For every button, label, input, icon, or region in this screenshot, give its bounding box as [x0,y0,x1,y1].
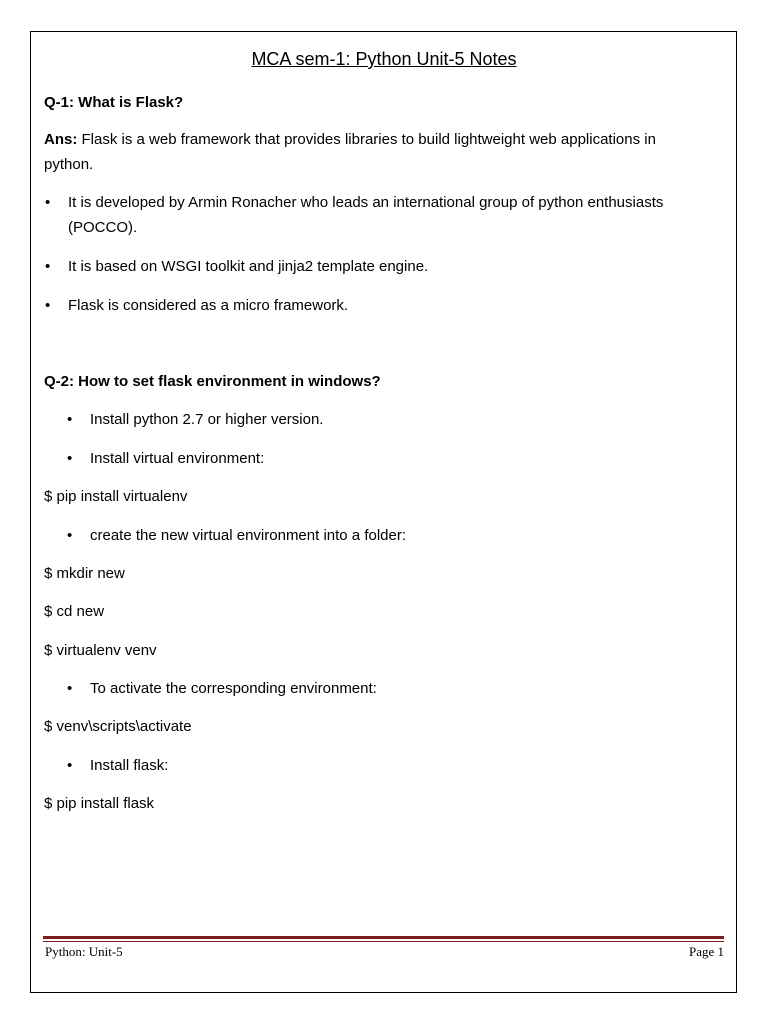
page-number: Page 1 [688,944,724,959]
command-mkdir: $ mkdir new [44,565,125,582]
q1-bullet-2: It is based on WSGI toolkit and jinja2 template engine. [68,258,429,275]
q1-bullet-3: Flask is considered as a micro framework. [68,297,349,314]
page-border [30,31,737,993]
answer-label: Ans: [44,131,78,148]
bullet-marker: • [45,194,51,211]
bullet-marker: • [45,258,51,275]
answer-1-line-1 [44,128,656,152]
command-pip-flask: $ pip install flask [44,795,155,812]
command-activate: $ venv\scripts\activate [44,718,192,735]
bullet-marker: • [67,450,73,467]
bullet-marker: • [45,297,51,314]
bullet-marker: • [67,680,73,697]
bullet-marker: • [67,527,73,544]
bullet-marker: • [67,757,73,774]
q1-bullet-1-line-2: (POCCO). [68,219,138,236]
command-virtualenv: $ virtualenv venv [44,642,157,659]
answer-1-text: Flask is a web framework that provides libraries to build lightweight web applications in [77,131,656,148]
answer-1-line-2: python. [44,156,94,173]
command-pip-virtualenv: $ pip install virtualenv [44,488,188,505]
q2-step-install-python: Install python 2.7 or higher version. [90,411,324,428]
q1-bullet-1-line-1: It is developed by Armin Ronacher who leads an international group of python enthusiasts [68,194,664,211]
question-2: Q-2: How to set flask environment in windows? [44,373,381,390]
question-1: Q-1: What is Flask? [44,94,184,111]
page-title: MCA sem-1: Python Unit-5 Notes [251,49,517,69]
q2-step-activate: To activate the corresponding environment: [90,680,377,697]
q2-step-create-venv: create the new virtual environment into a folder: [90,527,407,544]
footer-rule [43,936,724,939]
bullet-marker: • [67,411,73,428]
q2-step-install-flask: Install flask: [90,757,169,774]
footer-left-text: Python: Unit-5 [45,944,123,959]
command-cd: $ cd new [44,603,105,620]
q2-step-install-venv: Install virtual environment: [90,450,265,467]
footer-rule-thin [43,941,724,942]
